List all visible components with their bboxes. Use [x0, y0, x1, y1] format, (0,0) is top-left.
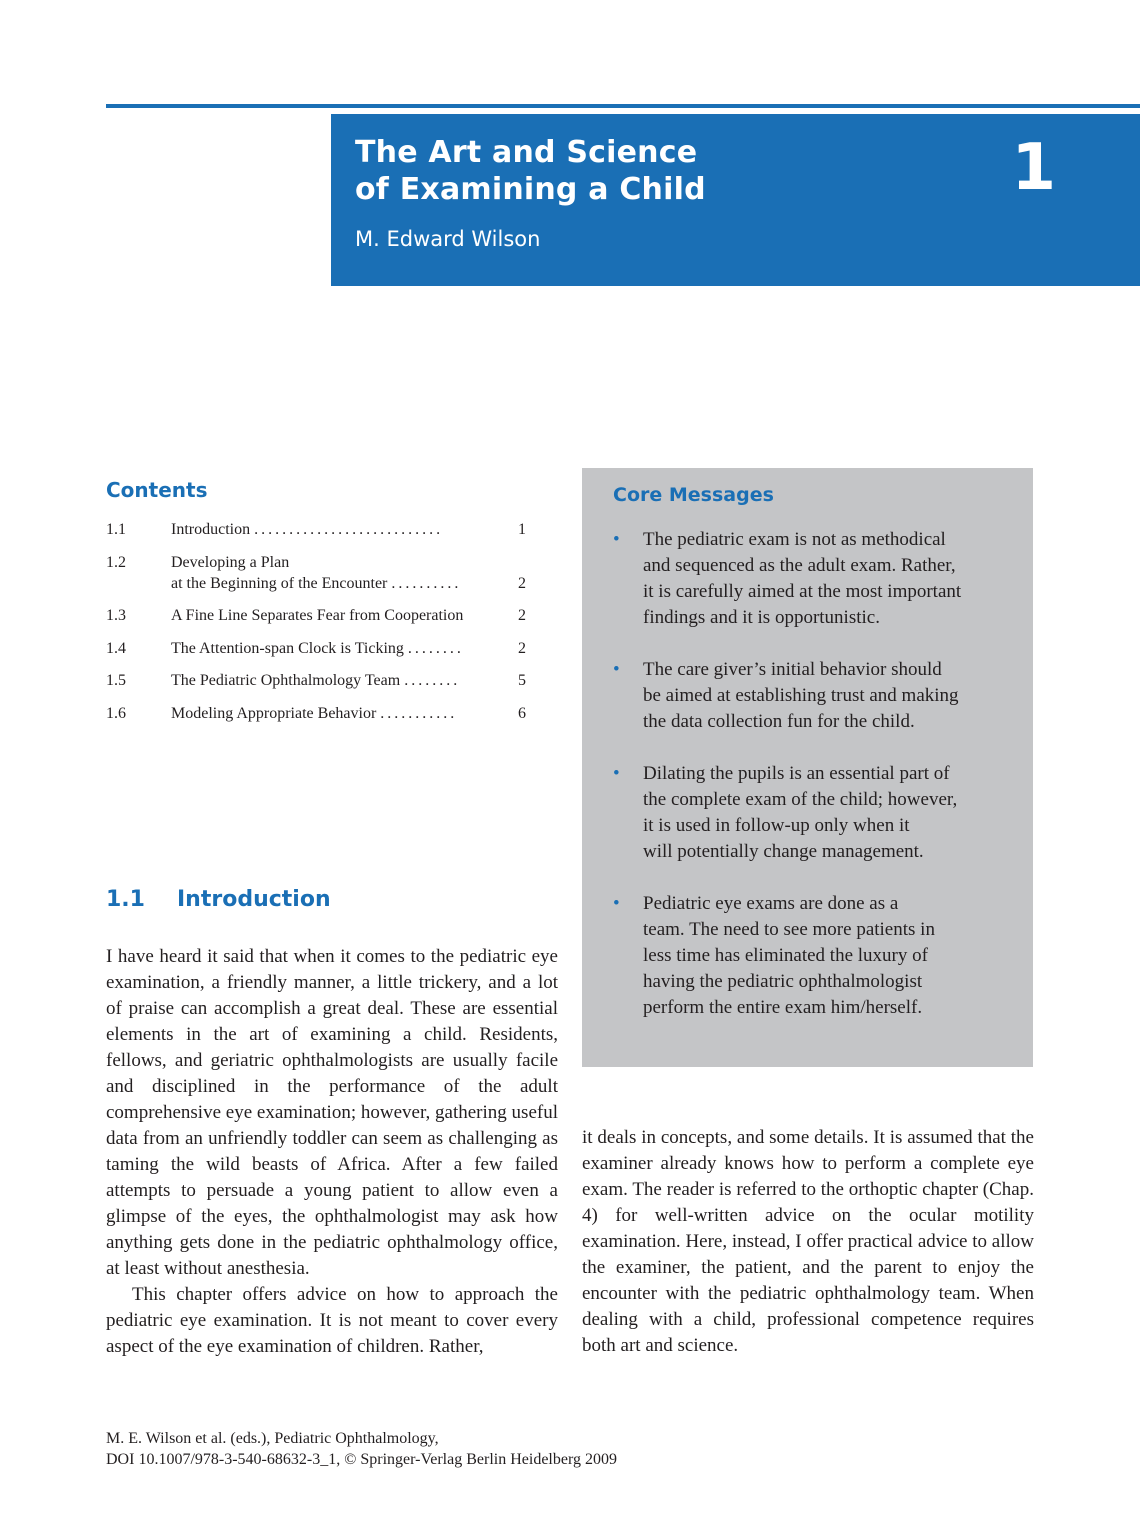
- core-message-line: be aimed at establishing trust and making: [643, 685, 959, 706]
- core-message-line: team. The need to see more patients in: [643, 919, 935, 940]
- section-title: Introduction: [177, 887, 331, 912]
- body-column-left: [106, 944, 558, 1360]
- core-message-line: it is used in follow-up only when it: [643, 815, 910, 836]
- toc-number: 1.3: [106, 607, 126, 624]
- chapter-title-line-1: The Art and Science: [355, 135, 698, 170]
- chapter-title-line-2: of Examining a Child: [355, 172, 706, 207]
- bullet-icon: •: [613, 893, 620, 914]
- body-paragraph-continued: it deals in concepts, and some details. It is assumed that the examiner already knows how to perform a complete eye exam. The reader is referred to the orthoptic chapter (Chap. 4) for well-written advice on the ocular motility examination. Here, instead, I offer practical advice to allow the examiner, the patient, and the parent to enjoy the encounter with the pediatric ophthalmology team. When dealing with a child, professional competence requires both art and science.: [582, 1127, 1034, 1356]
- bullet-icon: •: [613, 529, 620, 550]
- core-message-line: perform the entire exam him/herself.: [643, 997, 923, 1018]
- core-message-line: The care giver’s initial behavior should: [643, 659, 942, 680]
- toc-page: 6: [518, 704, 526, 722]
- toc-entry[interactable]: [106, 605, 526, 626]
- core-message: [613, 761, 998, 865]
- toc-leader: ..........: [391, 574, 462, 592]
- citation-footer: [106, 1428, 617, 1470]
- core-messages-heading: Core Messages: [613, 484, 774, 506]
- core-message-line: Dilating the pupils is an essential part of: [643, 763, 950, 784]
- toc-title: The Pediatric Ophthalmology Team: [171, 672, 401, 689]
- citation-line-1: M. E. Wilson et al. (eds.), Pediatric Ophthalmology,: [106, 1430, 439, 1447]
- core-message-line: The pediatric exam is not as methodical: [643, 529, 946, 550]
- body-paragraph: This chapter offers advice on how to approach the pediatric eye examination. It is not meant to cover every aspect of the eye examination of children. Rather,: [106, 1284, 558, 1357]
- core-message-line: the complete exam of the child; however,: [643, 789, 958, 810]
- body-column-right: [582, 1125, 1034, 1359]
- core-message-line: having the pediatric ophthalmologist: [643, 971, 923, 992]
- toc-title: A Fine Line Separates Fear from Cooperation: [171, 607, 464, 624]
- toc-number: 1.4: [106, 639, 126, 657]
- bullet-icon: •: [613, 763, 620, 784]
- contents-heading: Contents: [106, 478, 208, 502]
- table-of-contents: [106, 519, 526, 735]
- bullet-icon: •: [613, 659, 620, 680]
- chapter-title: [355, 134, 706, 208]
- toc-entry[interactable]: [106, 638, 526, 659]
- toc-entry[interactable]: [106, 670, 526, 691]
- core-message: [613, 527, 998, 631]
- body-paragraph: I have heard it said that when it comes to the pediatric eye examination, a friendly manner, a little trickery, and a lot of praise can accomplish a great deal. These are essential elements in the art of examining a child. Residents, fellows, and geriatric ophthalmologists are usually facile and disciplined in the performance of the adult comprehensive eye examination; however, gathering useful data from an unfriendly toddler can seem as challenging as taming the wild beasts of Africa. After a few failed attempts to persuade a young patient to allow even a glimpse of the eyes, the ophthalmologist may ask how anything gets done in the pediatric ophthalmology office, at least without anesthesia.: [106, 946, 558, 1279]
- toc-leader: ...........: [380, 704, 458, 722]
- citation-line-2: DOI 10.1007/978-3-540-68632-3_1, © Springer-Verlag Berlin Heidelberg 2009: [106, 1451, 617, 1468]
- toc-title-continued: at the Beginning of the Encounter: [171, 574, 388, 592]
- section-heading: [106, 887, 331, 912]
- core-message: [613, 891, 998, 1021]
- core-message-line: Pediatric eye exams are done as a: [643, 893, 899, 914]
- toc-page: 2: [518, 607, 526, 624]
- core-message-line: and sequenced as the adult exam. Rather,: [643, 555, 956, 576]
- section-number: 1.1: [106, 887, 145, 912]
- toc-page: 2: [518, 639, 526, 657]
- core-message-line: will potentially change management.: [643, 841, 924, 862]
- toc-entry[interactable]: [106, 703, 526, 724]
- toc-page: 2: [518, 574, 526, 592]
- core-message-line: findings and it is opportunistic.: [643, 607, 880, 628]
- toc-leader: ........: [404, 672, 461, 689]
- header-rule: [106, 104, 1140, 108]
- core-messages-box: [582, 468, 1033, 1067]
- toc-number: 1.1: [106, 521, 126, 538]
- toc-page: 1: [518, 521, 526, 538]
- toc-leader: ...........................: [254, 521, 444, 538]
- toc-number: 1.2: [106, 553, 126, 571]
- toc-number: 1.5: [106, 672, 126, 689]
- toc-entry[interactable]: [106, 519, 526, 540]
- toc-title: Modeling Appropriate Behavior: [171, 704, 377, 722]
- toc-title: The Attention-span Clock is Ticking: [171, 639, 404, 657]
- core-message-line: the data collection fun for the child.: [643, 711, 915, 732]
- core-message: [613, 657, 998, 735]
- core-message-line: it is carefully aimed at the most important: [643, 581, 962, 602]
- toc-entry[interactable]: [106, 552, 526, 594]
- toc-leader: ........: [407, 639, 464, 657]
- toc-number: 1.6: [106, 704, 126, 722]
- core-messages-list: [613, 527, 998, 1047]
- toc-title: Introduction: [171, 521, 251, 538]
- toc-page: 5: [518, 672, 526, 689]
- chapter-number: 1: [1011, 131, 1056, 205]
- core-message-line: less time has eliminated the luxury of: [643, 945, 928, 966]
- chapter-author: M. Edward Wilson: [355, 227, 541, 251]
- toc-title: Developing a Plan: [171, 553, 290, 571]
- chapter-banner: [331, 114, 1140, 286]
